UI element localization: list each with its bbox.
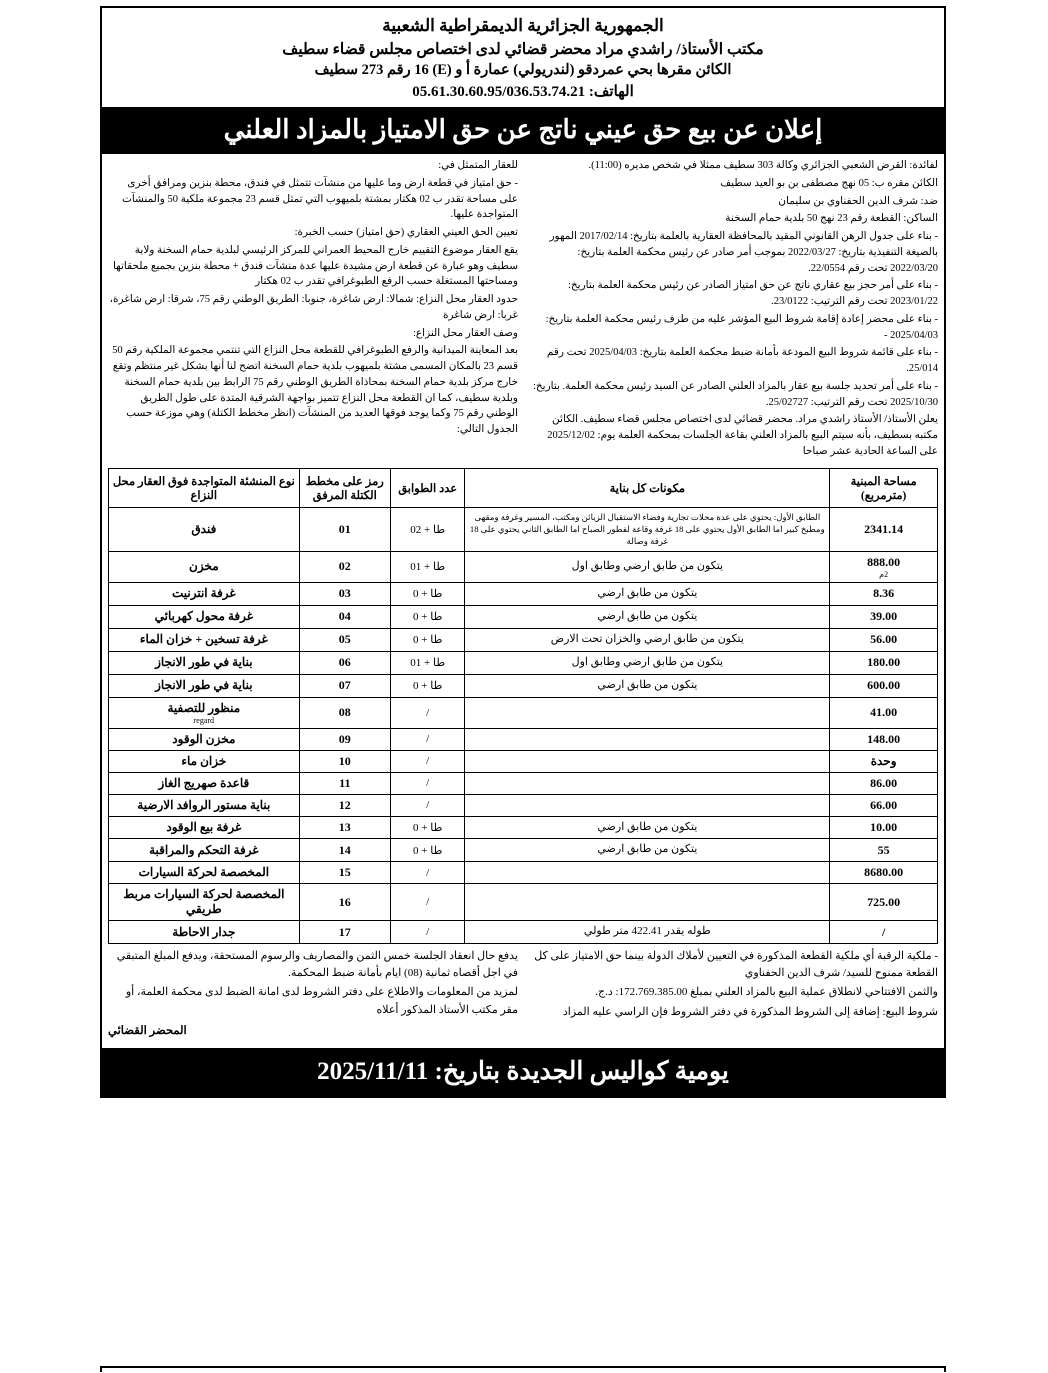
intro-left-1: - حق امتياز في قطعة ارض وما عليها من منشآت تتمثل في فندق، محطة بنزين ومرافق أخرى على مساحة تقدر ب 02 هكتار بمشتة بلميهوب التي تمثل قسم 23 مجموعة ملكية 50 والمنشآت المتواجدة عليها.	[121, 177, 518, 221]
cell-type: بناية مستور الروافد الارضية	[109, 794, 300, 816]
note-right-0: - ملكية الرقبة أي ملكية القطعة المذكورة في التعيين لأملاك الدولة بينما حق الامتياز على كل القطعة ممنوح للسيد/ شرف الدين الحفناوي	[534, 950, 938, 980]
table-row	[109, 628, 938, 651]
intro-right-2: ضد: شرف الدين الحفناوي بن سليمان	[778, 195, 938, 207]
cell-components	[465, 862, 830, 884]
cell-type-subtitle: regard	[193, 715, 215, 725]
cell-floors: طا + 01	[390, 551, 465, 582]
cell-components	[465, 697, 830, 728]
publication-bar: يومية كواليس الجديدة بتاريخ: 2025/11/11	[102, 1048, 944, 1096]
cell-area: 66.00	[830, 794, 938, 816]
intro-column-left	[108, 158, 518, 462]
cell-floors: طا + 01	[390, 651, 465, 674]
page-title: إعلان عن بيع حق عيني ناتج عن حق الامتياز بالمزاد العلني	[102, 108, 944, 154]
cell-type: المخصصة لحركة السيارات	[109, 862, 300, 884]
table-row	[109, 551, 938, 582]
cell-area: 55	[830, 839, 938, 862]
cell-floors: /	[390, 728, 465, 750]
cell-floors: /	[390, 862, 465, 884]
cell-code: 13	[299, 816, 390, 839]
footer-notes	[102, 946, 944, 1046]
document-header	[102, 8, 944, 108]
cell-area-unit: 2م	[879, 569, 889, 579]
cell-area: 148.00	[830, 728, 938, 750]
cell-type: خزان ماء	[109, 750, 300, 772]
cell-floors: طا + 0	[390, 816, 465, 839]
cell-area: 39.00	[830, 605, 938, 628]
cell-floors: طا + 0	[390, 628, 465, 651]
header-republic-line: الجمهورية الجزائرية الديمقراطية الشعبية	[382, 16, 664, 35]
table-row	[109, 605, 938, 628]
table-row	[109, 674, 938, 697]
intro-right-7: - بناء على قائمة شروط البيع المودعة بأمانة ضبط محكمة العلمة بتاريخ: 2025/04/03 تحت رقم 25/014.	[546, 347, 938, 374]
table-row	[109, 582, 938, 605]
cell-area: 180.00	[830, 651, 938, 674]
cell-area: وحدة	[830, 750, 938, 772]
intro-left-4: حدود العقار محل النزاع: شمالا: ارض شاغرة، جنوبا: الطريق الوطني رقم 75، شرقا: ارض شاغرة، غربا: ارض شاغرة	[109, 294, 518, 321]
table-row	[109, 921, 938, 944]
th-type: نوع المنشئة المتواجدة فوق العقار محل النزاع	[109, 468, 300, 507]
cell-floors: طا + 0	[390, 674, 465, 697]
intro-right-6: - بناء على محضر إعادة إقامة شروط البيع المؤشر عليه من طرف رئيس محكمة العلمة بتاريخ: 2025/04/03 -	[545, 313, 938, 341]
cell-floors: /	[390, 772, 465, 794]
cell-floors: /	[390, 794, 465, 816]
cell-code: 11	[299, 772, 390, 794]
table-row	[109, 697, 938, 728]
th-area: مساحة المبنية (مترمربع)	[830, 468, 938, 507]
cell-floors: /	[390, 921, 465, 944]
cell-area: 2341.14	[830, 507, 938, 551]
cell-code: 06	[299, 651, 390, 674]
note-right-2: شروط البيع: إضافة إلى الشروط المذكورة في دفتر الشروط فإن الراسي عليه المزاد	[562, 1005, 938, 1018]
cell-components: يتكون من طابق ارضي والخزان تحت الارض	[465, 628, 830, 651]
cell-floors: /	[390, 697, 465, 728]
header-address-line: الكائن مقرها بحي عمردقو (لندريولي) عمارة أ و (E) 16 رقم 273 سطيف	[314, 62, 732, 78]
intro-right-8: - بناء على أمر تحديد جلسة بيع عقار بالمزاد العلني الصادر عن السيد رئيس محكمة العلمة. بتاريخ: 2025/10/30 تحت رقم الترتيب: 25/02727.	[532, 380, 938, 408]
cell-code: 09	[299, 728, 390, 750]
table-header-row	[109, 468, 938, 507]
cell-area: 600.00	[830, 674, 938, 697]
cell-code: 17	[299, 921, 390, 944]
intro-right-4: - بناء على جدول الرهن القانوني المقيد بالمحافظة العقارية بالعلمة بتاريخ: 2017/02/14 المهور بالصيغة التنفيذية بتاريخ: 2022/03/27 بموجب أمر صادر عن رئيس محكمة العلمة بتاريخ: 2022/03/20 تحت رقم 22/0554.	[549, 231, 938, 274]
th-code: رمز على مخطط الكتلة المرفق	[299, 468, 390, 507]
cell-code: 14	[299, 839, 390, 862]
cell-floors: طا + 0	[390, 582, 465, 605]
cell-type: غرفة انترنيت	[109, 582, 300, 605]
table-row	[109, 816, 938, 839]
table-row	[109, 839, 938, 862]
cell-components: يتكون من طابق ارضي وطابق اول	[465, 651, 830, 674]
intro-left-3: يقع العقار موضوع التقييم خارج المحيط العمراني للمركز الرئيسي لبلدية حمام السخنة ولاية سطيف وهو عبارة عن قطعة ارض مشيدة عليها عدة منشآت فندق + محطة بنزين بجميع ملحقاتها ومساحتها المستغلة حسب الرفع الطبوغرافي تقدر ب 02 هكتار	[112, 244, 518, 288]
table-row	[109, 750, 938, 772]
cell-components: الطابق الأول: يحتوي على عدة محلات تجارية وفضاء الاستقبال الزبائن ومكتب، المسير وغرفة ومقهى ومطبخ كبير اما الطابق الأول يحتوي على 18 غرفة وقاعة لفطور الصباح اما الطابق الثاني يحتوي على 18 غرفة وصالة	[465, 507, 830, 551]
page-bottom-edge	[100, 1366, 946, 1372]
th-components: مكونات كل بناية	[465, 468, 830, 507]
cell-floors: /	[390, 750, 465, 772]
cell-floors: طا + 0	[390, 839, 465, 862]
cell-components	[465, 794, 830, 816]
cell-code: 01	[299, 507, 390, 551]
cell-code: 15	[299, 862, 390, 884]
cell-type: غرفة التحكم والمراقبة	[109, 839, 300, 862]
cell-code: 03	[299, 582, 390, 605]
intro-left-2: تعيين الحق العيني العقاري (حق امتياز) حسب الخبرة:	[294, 227, 518, 238]
cell-components: يتكون من طابق ارضي	[465, 816, 830, 839]
note-left-0: يدفع حال انعقاد الجلسة خمس الثمن والمصاريف والرسوم المستحقة، ويدفع المبلغ المتبقي في اجل أقصاه ثمانية (08) ايام بأمانة ضبط المحكمة.	[116, 950, 518, 980]
cell-components: طوله يقدر 422.41 متر طولي	[465, 921, 830, 944]
intro-right-0: لفائدة: القرض الشعبي الجزائري وكالة 303 سطيف ممثلا في شخص مديره (11:00).	[588, 160, 938, 171]
cell-components	[465, 884, 830, 921]
cell-type: قاعدة صهريج الغاز	[109, 772, 300, 794]
intro-column-right	[528, 158, 938, 462]
table-row	[109, 772, 938, 794]
th-floors: عدد الطوابق	[390, 468, 465, 507]
cell-area: 10.00	[830, 816, 938, 839]
cell-type: غرفة تسخين + خزان الماء	[109, 628, 300, 651]
cell-area: 8680.00	[830, 862, 938, 884]
note-left-1: لمزيد من المعلومات والاطلاع على دفتر الشروط لدى امانة الضبط لدى محكمة العلمة، أو مقر مكتب الأستاذ المذكور أعلاه	[125, 986, 518, 1016]
cell-code: 12	[299, 794, 390, 816]
cell-code: 10	[299, 750, 390, 772]
cell-components: يتكون من طابق ارضي وطابق اول	[465, 551, 830, 582]
table-row	[109, 651, 938, 674]
cell-components	[465, 728, 830, 750]
table-row	[109, 884, 938, 921]
cell-type: مخزن	[109, 551, 300, 582]
notes-column-left	[108, 948, 518, 1042]
cell-components: يتكون من طابق ارضي	[465, 605, 830, 628]
cell-type: بناية في طور الانجاز	[109, 674, 300, 697]
intro-right-1: الكائن مقره ب: 05 نهج مصطفى بن بو العيد سطيف	[720, 177, 938, 189]
cell-area: 56.00	[830, 628, 938, 651]
intro-right-3: الساكن: القطعة رقم 23 نهج 50 بلدية حمام السخنة	[725, 213, 938, 225]
cell-type: غرفة محول كهربائي	[109, 605, 300, 628]
cell-type: فندق	[109, 507, 300, 551]
cell-area: 41.00	[830, 697, 938, 728]
note-right-1: والثمن الافتتاحي لانطلاق عملية البيع بالمزاد العلني بمبلغ 172.769.385.00: د.ج.	[595, 986, 938, 999]
intro-section	[102, 154, 944, 464]
signature-label: المحضر القضائي	[108, 1024, 187, 1037]
intro-left-0: للعقار المتمثل في:	[438, 160, 518, 171]
property-table	[108, 468, 938, 945]
cell-components: يتكون من طابق ارضي	[465, 674, 830, 697]
cell-code: 07	[299, 674, 390, 697]
header-office-line: مكتب الأستاذ/ راشدي مراد محضر قضائي لدى اختصاص مجلس قضاء سطيف	[282, 41, 764, 58]
cell-components: يتكون من طابق ارضي	[465, 839, 830, 862]
notes-column-right	[528, 948, 938, 1042]
cell-code: 16	[299, 884, 390, 921]
cell-components	[465, 772, 830, 794]
cell-area: 86.00	[830, 772, 938, 794]
cell-type: بناية في طور الانجاز	[109, 651, 300, 674]
cell-components	[465, 750, 830, 772]
cell-code: 05	[299, 628, 390, 651]
cell-code: 08	[299, 697, 390, 728]
intro-right-5: - بناء على أمر حجز بيع عقاري ناتج عن حق امتياز الصادر عن رئيس محكمة العلمة بتاريخ: 2023/01/22 تحت رقم الترتيب: 23/0122.	[567, 280, 938, 307]
cell-area: 725.00	[830, 884, 938, 921]
header-phone-line: الهاتف: 05.61.30.60.95/036.53.74.21	[412, 84, 634, 100]
table-row	[109, 794, 938, 816]
table-row	[109, 862, 938, 884]
cell-type: المخصصة لحركة السيارات مربط طريقي	[109, 884, 300, 921]
table-row	[109, 507, 938, 551]
intro-right-9: يعلن الأستاذ/ الأستاذ راشدي مراد. محضر قضائي لدى اختصاص مجلس قضاء سطيف. الكائن مكتبه بسطيف، بأنه سيتم البيع بالمزاد العلني بقاعة الجلسات بمحكمة العلمة يوم: 2025/12/02 على الساعة الحادية عشر صباحا	[547, 414, 938, 457]
cell-floors: /	[390, 884, 465, 921]
cell-code: 04	[299, 605, 390, 628]
cell-area: 8.36	[830, 582, 938, 605]
cell-code: 02	[299, 551, 390, 582]
cell-type: مخزن الوقود	[109, 728, 300, 750]
cell-type: منظور للتصفية regard	[109, 697, 300, 728]
cell-floors: طا + 02	[390, 507, 465, 551]
cell-components: يتكون من طابق ارضي	[465, 582, 830, 605]
table-row	[109, 728, 938, 750]
announcement-sheet	[100, 6, 946, 1098]
intro-left-5: وصف العقار محل النزاع:	[412, 327, 518, 339]
cell-floors: طا + 0	[390, 605, 465, 628]
cell-area: 888.00 2م	[830, 551, 938, 582]
intro-left-6: بعد المعاينة الميدانية والرفع الطبوغرافي للقطعة محل النزاع التي تنتمي مجموعة الملكية رقم 50 قسم 23 بالمكان المسمى مشتة بلميهوب بلدية حمام السخنة اتضح لنا أنها بشكل غير منتظم وتقع خارج مركز بلدية حمام السخنة بمحاذاة الطريق الوطني رقم 75 الرابط بين بلدية حمام السخنة وبلدية سطيف، كما ان القطعة محل النزاع تتميز بواجهة الشرقية المتدة على طول الطريق الوطني رقم 75 وكما يوجد فوقها العديد من المنشآت (انظر مخطط الكتلة) وهي موزعة حسب الجدول التالي:	[112, 345, 518, 435]
cell-type: غرفة بيع الوقود	[109, 816, 300, 839]
cell-type: جدار الاحاطة	[109, 921, 300, 944]
cell-area: /	[830, 921, 938, 944]
